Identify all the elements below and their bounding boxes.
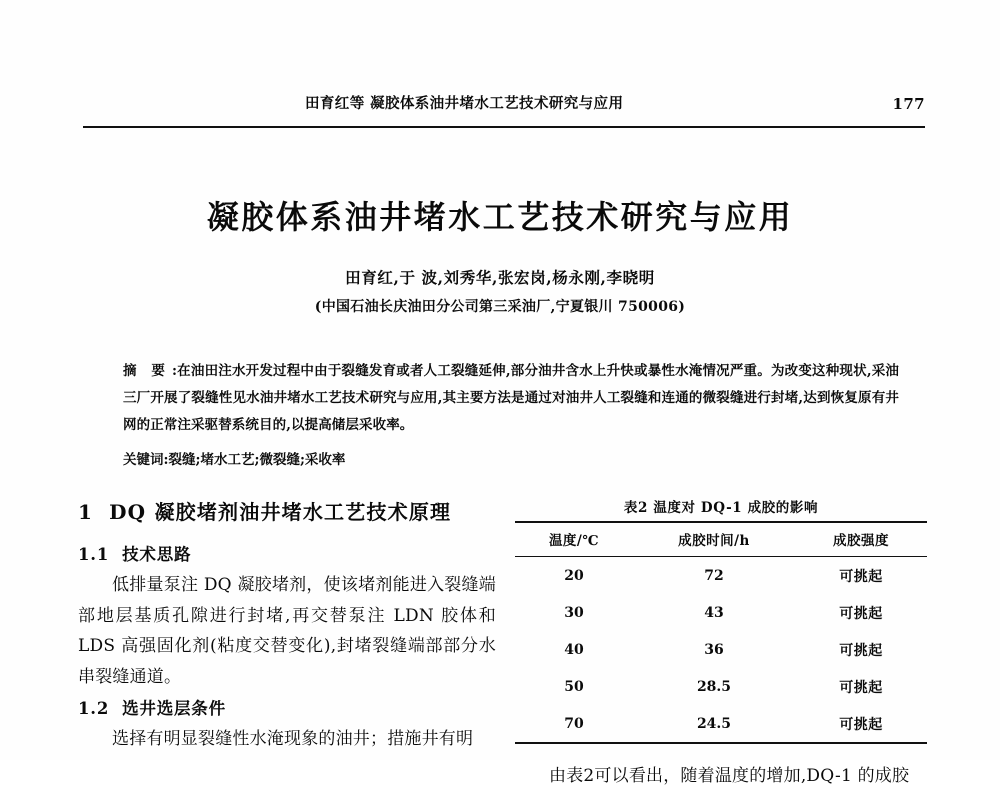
table-cell-temperature: 20 <box>564 567 584 584</box>
section-title: DQ 凝胶堵剂油井堵水工艺技术原理 <box>109 500 452 524</box>
subsection-heading-1-1 <box>78 541 496 569</box>
right-column <box>515 497 927 792</box>
section-heading-1 <box>78 497 496 527</box>
abstract-paragraph <box>123 358 899 439</box>
affiliation: (中国石油长庆油田分公司第三采油厂,宁夏银川 750006) <box>314 299 686 315</box>
table-cell-temperature: 40 <box>564 641 584 658</box>
abstract <box>123 358 899 439</box>
author-list: 田育红,于 波,刘秀华,张宏岗,杨永刚,李晓明 <box>345 268 655 287</box>
table-cell-gel-time: 36 <box>704 641 724 658</box>
article-title: 凝胶体系油井堵水工艺技术研究与应用 <box>206 198 794 236</box>
section-number: 1 <box>78 500 94 524</box>
table-cell-gel-strength: 可挑起 <box>839 642 883 659</box>
table-row <box>515 705 927 743</box>
subsection-1-1-paragraph: 低排量泵注 DQ 凝胶堵剂，使该堵剂能进入裂缝端部地层基质孔隙进行封堵,再交替泵注 LDN 胶体和 LDS 高强固化剂(粘度交替变化),封堵裂缝端部部分水串裂缝通道。 <box>78 575 496 687</box>
running-head <box>83 93 925 115</box>
subsection-heading-1-2 <box>78 695 496 723</box>
keywords: 关键词:裂缝;堵水工艺;微裂缝;采收率 <box>123 452 346 468</box>
abstract-text: :在油田注水开发过程中由于裂缝发育或者人工裂缝延伸,部分油井含水上升快或暴性水淹情况严重。为改变这种现状,采油三厂开展了裂缝性见水油井堵水工艺技术研究与应用,其主要方法是通过对油井人工裂缝和连通的微裂缝进行封堵,达到恢复原有井网的正常注采驱替系统目的,以提高储层采收率。 <box>123 363 900 433</box>
table-cell-temperature: 30 <box>564 604 584 621</box>
table-cell-gel-strength: 可挑起 <box>839 679 883 696</box>
table-header-row <box>515 522 927 557</box>
table-cell-gel-strength: 可挑起 <box>839 568 883 585</box>
subsection-number: 1.1 <box>78 545 110 564</box>
table-cell-gel-strength: 可挑起 <box>839 605 883 622</box>
table-cell-gel-time: 43 <box>704 604 724 621</box>
page-number: 177 <box>892 95 925 113</box>
data-table <box>515 521 927 744</box>
left-column <box>78 497 496 755</box>
table-cell-gel-time: 72 <box>704 567 724 584</box>
table-header-cell: 成胶时间/h <box>678 533 750 549</box>
subsection-title: 技术思路 <box>122 545 192 564</box>
table-cell-temperature: 50 <box>564 678 584 695</box>
table-cell-gel-time: 24.5 <box>696 715 732 732</box>
table-cell-gel-strength: 可挑起 <box>839 716 883 733</box>
table-cell-gel-time: 28.5 <box>696 678 732 695</box>
table-cell-temperature: 70 <box>564 715 584 732</box>
table-row <box>515 631 927 668</box>
table-row <box>515 668 927 705</box>
abstract-label: 摘 要 <box>123 363 170 379</box>
subsection-number: 1.2 <box>78 699 110 718</box>
table-caption: 表2 温度对 DQ-1 成胶的影响 <box>623 500 819 516</box>
running-head-title: 田育红等 凝胶体系油井堵水工艺技术研究与应用 <box>305 95 624 112</box>
table-header-cell: 温度/℃ <box>548 533 600 549</box>
table-row <box>515 557 927 595</box>
table-row <box>515 594 927 631</box>
subsection-1-2-paragraph: 选择有明显裂缝性水淹现象的油井；措施井有明 <box>112 729 474 749</box>
after-table-paragraph: 由表2可以看出，随着温度的增加,DQ-1 的成胶 <box>549 766 910 786</box>
subsection-title: 选井选层条件 <box>122 699 226 718</box>
table-body <box>515 557 927 744</box>
header-divider <box>83 126 925 128</box>
table-head <box>515 522 927 557</box>
table-header-cell: 成胶强度 <box>833 533 889 549</box>
